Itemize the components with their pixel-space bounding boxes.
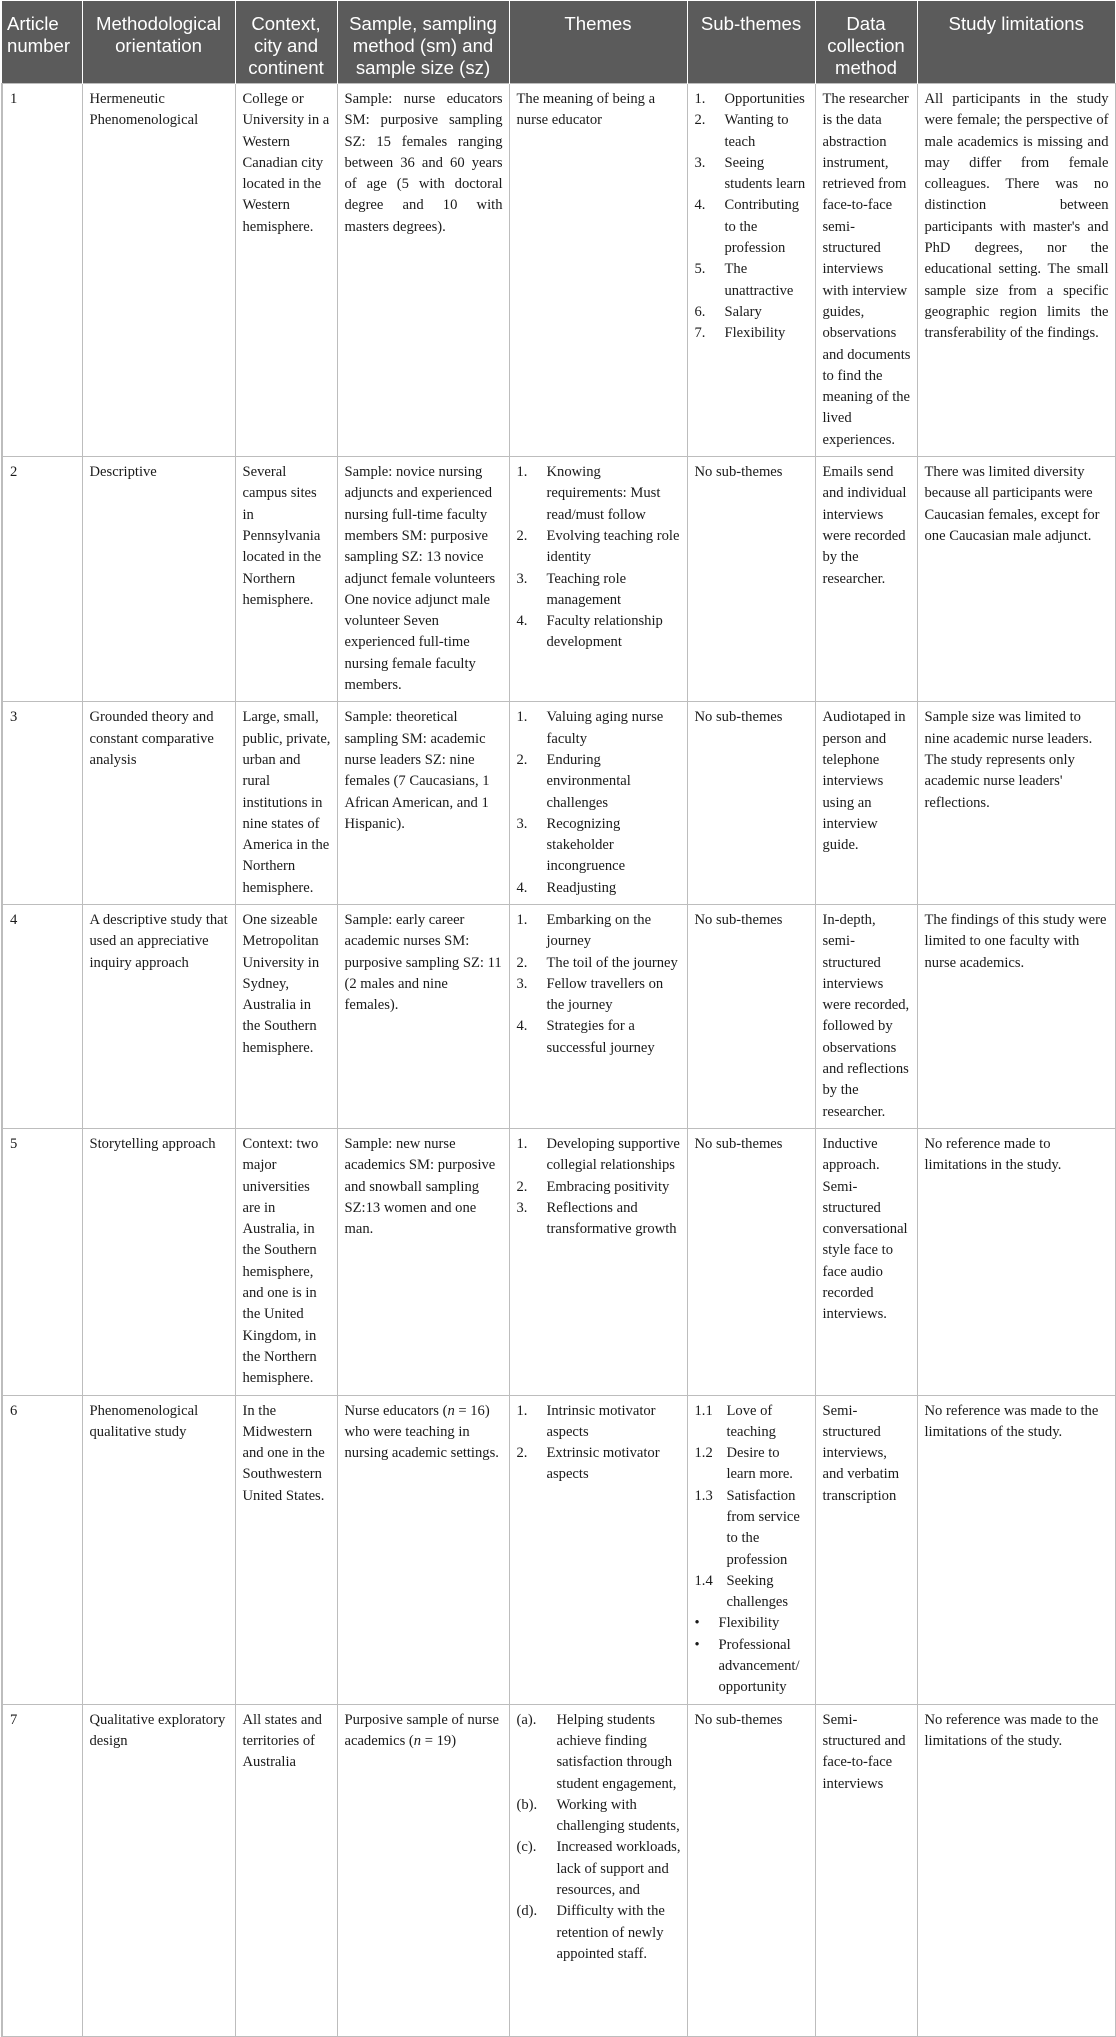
list-item [517,569,681,612]
list-item [695,1635,809,1699]
cell-context: In the Midwestern and one in the Southwestern United States. [235,1395,337,1704]
cell-themes [509,457,687,702]
list-item [695,1571,809,1614]
cell-sample: Sample: early career academic nurses SM: purposive sampling SZ: 11 (2 males and nine females). [337,904,509,1128]
themes-list [517,462,681,654]
list-marker: (d). [516,1903,538,1920]
list-item [517,1177,681,1198]
table-row [2,1704,1115,2036]
list-item [517,1198,681,1241]
list-text: Extrinsic motivator aspects [546,1445,660,1483]
list-item [517,1901,681,1965]
list-item [517,1837,681,1901]
list-item [517,1443,681,1486]
cell-sub-themes: No sub-themes [687,1128,815,1395]
list-item [695,259,809,302]
list-text: Opportunities [724,91,805,107]
list-marker: • [694,1636,700,1653]
cell-limitations: No reference was made to the limitations of the study. [917,1704,1115,2036]
list-text: Working with challenging students, [556,1796,680,1835]
list-text: Desire to learn more. [726,1445,793,1483]
cell-limitations: No reference made to limitations in the study. [917,1128,1115,1395]
list-marker: 1. [516,464,528,481]
sample-n-italic: n [413,1732,422,1749]
cell-data-collection: Audiotaped in person and telephone interviews using an interview guide. [815,702,917,905]
sample-text-post: = 16) who were teaching in nursing academic settings. [344,1402,499,1462]
header-sub-themes: Sub-themes [687,1,815,84]
cell-sub-themes [687,84,815,457]
list-marker: 4. [694,197,706,214]
list-item [695,1401,809,1444]
list-item [517,878,681,899]
table-row [2,1395,1115,1704]
cell-sub-themes: No sub-themes [687,457,815,702]
header-context: Context, city and continent [235,1,337,84]
list-text: Embracing positivity [546,1178,670,1195]
themes-list [517,1710,681,1966]
list-item [517,1016,681,1059]
table-row [2,702,1115,905]
list-item [517,462,681,526]
list-item [517,1401,681,1444]
list-marker: 1.1 [694,1402,713,1419]
list-item [517,1134,681,1177]
cell-data-collection: Emails send and individual interviews were recorded by the researcher. [815,457,917,702]
list-item [695,302,809,323]
cell-themes [509,702,687,905]
cell-data-collection: In-depth, semi-structured interviews were recorded, followed by observations and reflections by the researcher. [815,904,917,1128]
list-item [517,750,681,814]
list-marker: 7. [694,325,706,342]
list-marker: 1.2 [694,1445,713,1462]
cell-sample: Sample: nurse educators SM: purposive sampling SZ: 15 females ranging between 36 and 60 years of age (5 with doctoral degree and 10 with masters degrees). [337,84,509,457]
list-item [695,1486,809,1571]
themes-list [517,1134,681,1240]
cell-sample: Sample: new nurse academics SM: purposive and snowball sampling SZ:13 women and one man. [337,1128,509,1395]
cell-context: Context: two major universities are in Australia, in the Southern hemisphere, and one is in the United Kingdom, in the Northern hemisphere. [235,1128,337,1395]
cell-sample [337,1704,509,2036]
cell-article-number: 6 [2,1395,82,1704]
table-row [2,457,1115,702]
sample-text-pre: Purposive sample of nurse academics ( [344,1711,499,1749]
cell-limitations: There was limited diversity because all participants were Caucasian females, except for one Caucasian male adjunct. [917,457,1115,702]
list-text: Enduring environmental challenges [546,751,631,811]
list-text: Recognizing stakeholder incongruence [546,815,626,875]
cell-data-collection: The researcher is the data abstraction instrument, retrieved from face-to-face semi-structured interviews with interview guides, observations and documents to find the meaning of the lived experiences. [815,84,917,457]
list-marker: 3. [516,975,528,992]
list-item [695,323,809,344]
list-marker: 1.4 [694,1572,713,1589]
cell-sample [337,1395,509,1704]
cell-themes [509,1704,687,2036]
list-item [517,526,681,569]
list-item [695,1443,809,1486]
list-text: Reflections and transformative growth [546,1199,677,1238]
list-marker: (a). [516,1711,537,1728]
list-marker: 2. [516,527,528,544]
list-text: Intrinsic motivator aspects [546,1402,656,1440]
list-text: Seeing students learn [724,154,806,193]
list-text: Increased workloads, lack of support and resources, and [556,1839,681,1899]
cell-sub-themes: No sub-themes [687,904,815,1128]
cell-sample: Sample: novice nursing adjuncts and experienced nursing full-time faculty members SM: purposive sampling SZ: 13 novice adjunct female volunteers One novice adjunct male volunteer Seven experienced full-time nursing female faculty members. [337,457,509,702]
cell-limitations: The findings of this study were limited to one faculty with nurse academics. [917,904,1115,1128]
list-marker: 2. [516,751,528,768]
list-text: Evolving teaching role identity [546,527,680,566]
list-text: Salary [724,303,762,320]
list-text: Embarking on the journey [546,911,652,950]
list-item [517,974,681,1017]
list-text: Strategies for a successful journey [546,1018,655,1056]
list-text: Wanting to teach [724,112,789,150]
list-marker: 3. [516,1199,528,1216]
list-text: Difficulty with the retention of newly appointed staff. [556,1903,665,1962]
cell-sub-themes: No sub-themes [687,1704,815,2036]
themes-list [517,910,681,1059]
list-item [695,153,809,196]
list-item [517,910,681,953]
list-marker: 1. [694,91,706,107]
list-item [517,1795,681,1838]
header-sample: Sample, sampling method (sm) and sample size (sz) [337,1,509,84]
list-marker: 4. [516,613,528,630]
list-item [695,195,809,259]
list-text: Flexibility [724,325,786,342]
list-marker: 4. [516,1018,528,1035]
cell-themes [509,1395,687,1704]
table-header-row [2,1,1115,84]
cell-limitations: No reference was made to the limitations of the study. [917,1395,1115,1704]
header-study-limitations: Study limitations [917,1,1115,84]
cell-limitations: All participants in the study were female; the perspective of male academics is missing and may differ from female colleagues. There was no distinction between participants with master's and PhD degrees, nor the educational setting. The small sample size from a specific geographic region limits the transferability of the findings. [917,84,1115,457]
studies-table [1,1,1116,2037]
list-marker: 6. [694,303,706,320]
list-item [517,611,681,654]
list-text: Faculty relationship development [546,613,663,651]
list-marker: 2. [516,954,528,971]
cell-data-collection: Inductive approach. Semi-structured conversational style face to face audio recorded interviews. [815,1128,917,1395]
list-item [695,1613,809,1634]
sample-text-pre: Nurse educators ( [344,1402,448,1419]
list-text: Teaching role management [546,570,627,608]
header-themes: Themes [509,1,687,84]
cell-sample: Sample: theoretical sampling SM: academic nurse leaders SZ: nine females (7 Caucasians, 1 African American, and 1 Hispanic). [337,702,509,905]
list-text: Seeking challenges [726,1572,789,1611]
list-marker: 2. [516,1445,528,1462]
list-marker: 1. [516,709,528,726]
list-marker: 2. [694,112,706,129]
list-item [517,1710,681,1795]
list-item [695,110,809,153]
cell-article-number: 2 [2,457,82,702]
list-text: Valuing aging nurse faculty [546,709,664,747]
list-marker: 4. [516,879,528,896]
list-marker: 1. [516,1402,528,1419]
list-item [695,89,809,110]
cell-themes: The meaning of being a nurse educator [509,84,687,457]
list-text: Fellow travellers on the journey [546,975,664,1014]
list-marker: (b). [516,1796,538,1813]
themes-list [517,1401,681,1486]
cell-orientation: Phenomenological qualitative study [82,1395,235,1704]
list-item [517,814,681,878]
list-text: Readjusting [546,879,617,896]
header-article-number: Article number [2,1,82,84]
list-marker: 3. [516,570,528,587]
cell-article-number: 7 [2,1704,82,2036]
cell-context: College or University in a Western Canadian city located in the Western hemisphere. [235,84,337,457]
cell-sub-themes: No sub-themes [687,702,815,905]
list-text: Knowing requirements: Must read/must follow [546,464,661,523]
header-methodological-orientation: Methodological orientation [82,1,235,84]
cell-context: All states and territories of Australia [235,1704,337,2036]
list-marker: (c). [516,1839,537,1856]
cell-orientation: A descriptive study that used an appreciative inquiry approach [82,904,235,1128]
cell-sub-themes [687,1395,815,1704]
list-marker: 5. [694,261,706,278]
cell-orientation: Descriptive [82,457,235,702]
cell-article-number: 3 [2,702,82,905]
list-text: The toil of the journey [546,954,678,971]
sub-themes-list [695,1401,809,1699]
cell-article-number: 1 [2,84,82,457]
cell-themes [509,1128,687,1395]
list-text: Love of teaching [726,1402,776,1440]
header-data-collection-method: Data collection method [815,1,917,84]
table-row [2,84,1115,457]
list-text: Contributing to the profession [724,197,800,257]
list-marker: • [694,1615,700,1632]
list-text: The unattractive [724,261,794,299]
list-marker: 1. [516,911,528,928]
list-marker: 1.3 [694,1487,713,1504]
sample-text-post: = 19) [421,1732,457,1749]
list-marker: 2. [516,1178,528,1195]
list-item [517,707,681,750]
cell-article-number: 4 [2,904,82,1128]
list-marker: 3. [694,154,706,171]
list-text: Professional advancement/ opportunity [718,1636,800,1696]
cell-context: Large, small, public, private, urban and rural institutions in nine states of America in the Northern hemisphere. [235,702,337,905]
list-text: Helping students achieve finding satisfaction through student engagement, [556,1711,677,1792]
cell-context: One sizeable Metropolitan University in Sydney, Australia in the Southern hemisphere. [235,904,337,1128]
list-text: Satisfaction from service to the profession [726,1487,800,1568]
cell-themes [509,904,687,1128]
list-item [517,953,681,974]
cell-orientation: Storytelling approach [82,1128,235,1395]
table-row [2,904,1115,1128]
themes-list [517,707,681,899]
cell-article-number: 5 [2,1128,82,1395]
cell-orientation: Grounded theory and constant comparative analysis [82,702,235,905]
cell-data-collection: Semi-structured interviews, and verbatim transcription [815,1395,917,1704]
sample-n-italic: n [447,1402,455,1419]
list-text: Developing supportive collegial relationships [546,1135,680,1174]
list-marker: 1. [516,1135,528,1152]
cell-limitations: Sample size was limited to nine academic nurse leaders. The study represents only academic nurse leaders' reflections. [917,702,1115,905]
sub-themes-list [695,89,809,345]
cell-data-collection: Semi-structured and face-to-face interviews [815,1704,917,2036]
table-row [2,1128,1115,1395]
cell-orientation: Qualitative exploratory design [82,1704,235,2036]
list-marker: 3. [516,815,528,832]
list-text: Flexibility [718,1615,780,1632]
cell-orientation: Hermeneutic Phenomenological [82,84,235,457]
cell-context: Several campus sites in Pennsylvania located in the Northern hemisphere. [235,457,337,702]
